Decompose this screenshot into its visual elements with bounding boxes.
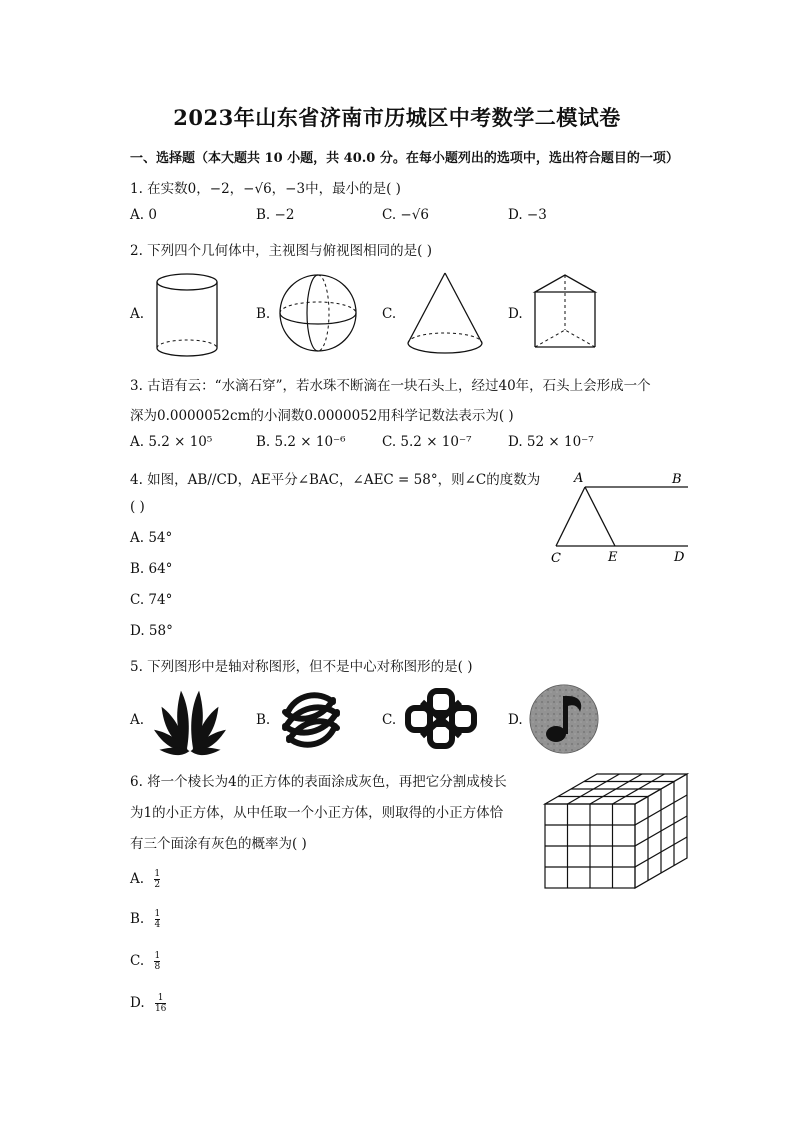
q6-option-b[interactable] xyxy=(130,909,160,930)
q6-option-c[interactable] xyxy=(130,951,160,972)
q2-label-c[interactable]: C. xyxy=(382,306,397,322)
music-note-logo-icon xyxy=(528,682,602,756)
q5-stem: 5. 下列图形中是轴对称图形，但不是中心对称图形的是( ) xyxy=(130,659,473,675)
q3-stem-line1: 3. 古语有云：“水滴石穿”，若水珠不断滴在一块石头上，经过40年，石头上会形成一个 xyxy=(130,378,651,394)
fraction-numerator: 1 xyxy=(154,869,161,879)
point-e-label: E xyxy=(608,550,618,565)
q3-stem-line2: 深为0.0000052cm的小洞数0.0000052用科学记数法表示为( ) xyxy=(130,408,514,424)
q3-option-a[interactable]: A. 5.2 × 10⁵ xyxy=(130,434,213,450)
q4-option-c[interactable]: C. 74° xyxy=(130,592,173,608)
point-a-label: A xyxy=(574,471,584,486)
q1-stem: 1. 在实数0，−2，−√6，−3中，最小的是( ) xyxy=(130,181,401,197)
q6-option-d-fraction xyxy=(155,993,166,1014)
q6-option-d[interactable] xyxy=(130,993,166,1014)
q6-stem-line1: 6. 将一个棱长为4的正方体的表面涂成灰色，再把它分割成棱长 xyxy=(130,774,507,790)
cylinder-figure xyxy=(150,270,225,360)
q6-option-b-fraction xyxy=(155,909,161,930)
q4-stem-line1: 4. 如图，AB//CD，AE平分∠BAC，∠AEC = 58°，则∠C的度数为 xyxy=(130,472,541,488)
q1-option-a[interactable]: A. 0 xyxy=(130,207,157,223)
fraction-numerator: 1 xyxy=(154,951,161,961)
point-b-label: B xyxy=(672,472,682,487)
q6-stem-line2: 为1的小正方体，从中任取一个小正方体，则取得的小正方体恰 xyxy=(130,805,504,821)
q1-option-d[interactable]: D. −3 xyxy=(508,207,547,223)
point-c-label: C xyxy=(551,551,561,566)
q1-option-c[interactable]: C. −√6 xyxy=(382,207,429,223)
fraction-numerator: 1 xyxy=(154,909,161,919)
fraction-denominator: 16 xyxy=(154,1004,167,1014)
fan-logo-icon xyxy=(150,686,230,752)
sphere-figure xyxy=(275,270,365,360)
q4-option-a[interactable]: A. 54° xyxy=(130,530,173,546)
q6-option-a-label: A. xyxy=(130,871,145,887)
q3-option-b[interactable]: B. 5.2 × 10⁻⁶ xyxy=(256,434,346,450)
q2-label-a[interactable]: A. xyxy=(130,306,145,322)
fraction-denominator: 8 xyxy=(154,962,161,972)
q6-stem-line3: 有三个面涂有灰色的概率为( ) xyxy=(130,836,307,852)
section-heading: 一、选择题（本大题共 10 小题，共 40.0 分。在每小题列出的选项中，选出符合题目的一项） xyxy=(130,151,679,166)
q6-option-b-label: B. xyxy=(130,911,145,927)
q3-option-d[interactable]: D. 52 × 10⁻⁷ xyxy=(508,434,594,450)
q2-label-d[interactable]: D. xyxy=(508,306,523,322)
page-title: 2023年山东省济南市历城区中考数学二模试卷 xyxy=(173,105,621,130)
q6-option-c-fraction xyxy=(154,951,160,972)
q4-option-b[interactable]: B. 64° xyxy=(130,561,173,577)
q3-option-c[interactable]: C. 5.2 × 10⁻⁷ xyxy=(382,434,472,450)
cone-figure xyxy=(402,270,492,360)
point-d-label: D xyxy=(674,550,685,565)
q2-label-b[interactable]: B. xyxy=(256,306,271,322)
q5-label-c[interactable]: C. xyxy=(382,712,397,728)
triangular-prism-figure xyxy=(530,272,605,357)
q4-stem-line2: ( ) xyxy=(130,499,145,515)
fraction-numerator: 1 xyxy=(157,993,164,1003)
q5-label-d[interactable]: D. xyxy=(508,712,523,728)
parallel-lines-figure xyxy=(548,468,698,568)
q5-label-b[interactable]: B. xyxy=(256,712,271,728)
fraction-denominator: 4 xyxy=(154,920,161,930)
q6-option-c-label: C. xyxy=(130,953,145,969)
cube-grid-figure xyxy=(540,770,696,894)
q5-label-a[interactable]: A. xyxy=(130,712,145,728)
q1-option-b[interactable]: B. −2 xyxy=(256,207,295,223)
swirl-logo-icon xyxy=(275,684,347,756)
knot-logo-icon xyxy=(402,686,482,752)
q4-option-d[interactable]: D. 58° xyxy=(130,623,173,639)
q6-option-d-label: D. xyxy=(130,995,145,1011)
q6-option-a-fraction xyxy=(154,869,160,890)
q6-option-a[interactable] xyxy=(130,869,160,890)
q2-stem: 2. 下列四个几何体中，主视图与俯视图相同的是( ) xyxy=(130,243,432,259)
fraction-denominator: 2 xyxy=(154,880,161,890)
